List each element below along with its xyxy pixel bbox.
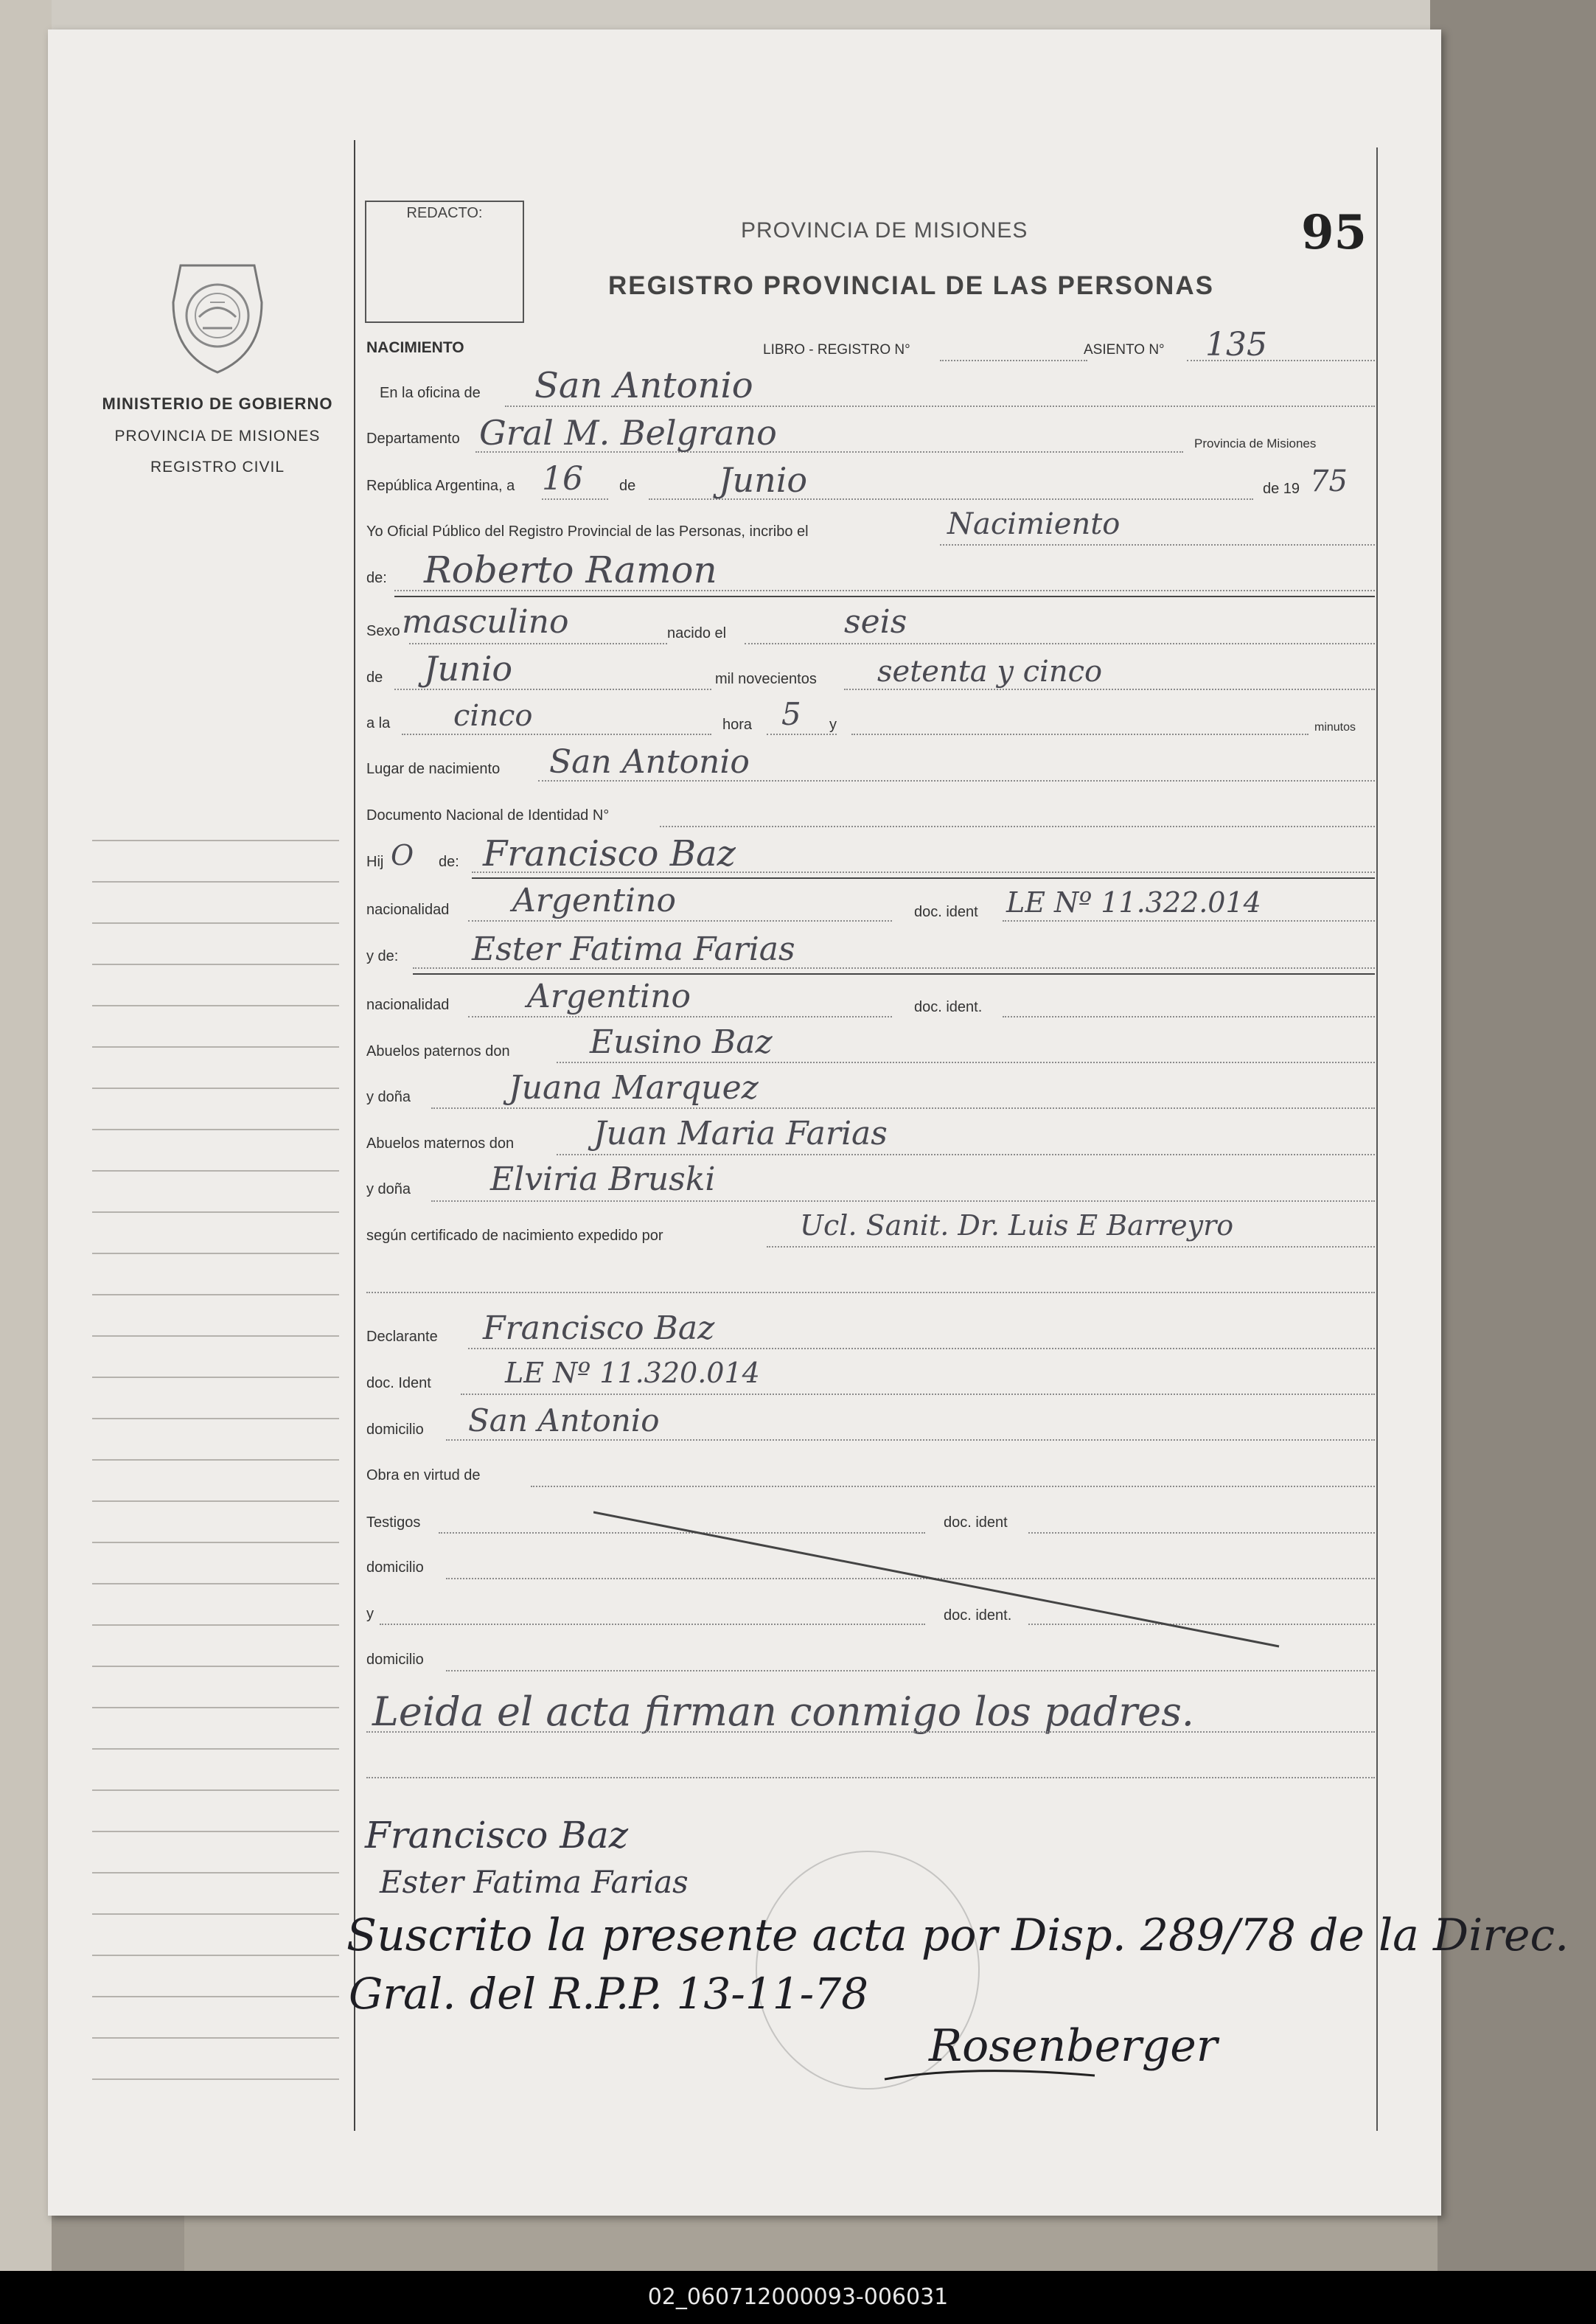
y-dona2-label: y doña: [366, 1181, 411, 1197]
nacido-line: [745, 643, 1375, 644]
madre-value: Ester Fatima Farias: [472, 930, 795, 968]
image-id-label: 02_060712000093-006031: [647, 2284, 949, 2310]
hora-num-line: [767, 734, 837, 735]
mes-value: Junio: [719, 460, 808, 500]
hora-text-line: [402, 734, 711, 735]
padre-doc-line: [1003, 920, 1375, 922]
testigos-label: Testigos: [366, 1514, 421, 1531]
dia-line: [542, 498, 608, 500]
registry-title: REGISTRO PROVINCIAL DE LAS PERSONAS: [608, 271, 1214, 300]
hijo-suffix-value: O: [391, 839, 414, 872]
libro-label: LIBRO - REGISTRO N°: [763, 342, 910, 358]
lugar-value: San Antonio: [549, 743, 750, 781]
register-page: [48, 29, 1569, 2216]
hora-label: hora: [722, 717, 753, 733]
abuela-materna-value: Elviria Bruski: [490, 1161, 716, 1198]
oficina-value: San Antonio: [534, 365, 753, 406]
de-label: de: [619, 478, 636, 494]
hijo-label: Hij: [366, 854, 384, 870]
abuela-paterna-value: Juana Marquez: [509, 1069, 759, 1107]
signature-flourish: [881, 2035, 1102, 2094]
sexo-value: masculino: [402, 603, 569, 641]
ministry-name: MINISTERIO DE GOBIERNO: [102, 394, 333, 413]
provincia-misiones-label: Provincia de Misiones: [1194, 436, 1317, 450]
departamento-label: Departamento: [366, 431, 460, 447]
lugar-label: Lugar de nacimiento: [366, 761, 501, 777]
redacto-label: REDACTO:: [406, 205, 483, 221]
nacido-anio-value: setenta y cinco: [877, 655, 1103, 689]
province-heading: PROVINCIA DE MISIONES: [741, 218, 1028, 243]
oficina-label: En la oficina de: [380, 385, 481, 401]
abuela-paterna-line: [431, 1107, 1375, 1109]
province-name: PROVINCIA DE MISIONES: [114, 428, 321, 445]
hijo-de-label: de:: [439, 854, 459, 870]
abuelo-materno-line: [557, 1154, 1375, 1155]
declarante-domicilio-line: [446, 1439, 1375, 1441]
firma-madre-signature: Ester Fatima Farias: [380, 1864, 689, 1900]
nota-line-1: Suscrito la presente acta por Disp. 289/78 de la Direc.: [346, 1910, 1569, 1961]
y-label: y: [829, 717, 837, 733]
certificado-line-2: [366, 1292, 1375, 1293]
doc-ident5-label: doc. ident.: [944, 1607, 1012, 1624]
hora-num-value: 5: [781, 696, 801, 732]
doc-ident1-label: doc. ident: [914, 904, 978, 920]
abuelo-paterno-value: Eusino Baz: [590, 1023, 773, 1061]
domicilio3-label: domicilio: [366, 1652, 424, 1668]
nacido-mes-line: [394, 689, 711, 690]
nota-line-2: Gral. del R.P.P. 13-11-78: [349, 1969, 869, 2019]
certificado-value: Ucl. Sanit. Dr. Luis E Barreyro: [800, 1209, 1234, 1242]
nacionalidad1-label: nacionalidad: [366, 902, 450, 918]
firma-padre-signature: Francisco Baz: [365, 1814, 629, 1857]
nacimiento-label: NACIMIENTO: [366, 339, 464, 356]
abuela-materna-line: [431, 1200, 1375, 1202]
declarante-label: Declarante: [366, 1329, 438, 1345]
declarante-domicilio-value: San Antonio: [468, 1402, 660, 1438]
testigo2-domicilio-line: [446, 1670, 1375, 1671]
de-anio-label: de 19: [1263, 481, 1300, 497]
abuelos-paternos-label: Abuelos paternos don: [366, 1043, 510, 1060]
doc-ident4-label: doc. ident: [944, 1514, 1008, 1531]
nacionalidad2-line: [468, 1016, 892, 1017]
cancel-strike-line: [593, 1508, 1286, 1655]
declarante-value: Francisco Baz: [483, 1309, 715, 1347]
departamento-value: Gral M. Belgrano: [479, 413, 777, 453]
page-number: 95: [1301, 205, 1367, 260]
doc-ident3-label: doc. Ident: [366, 1375, 431, 1391]
nombre-value: Roberto Ramon: [424, 549, 717, 591]
abuelo-materno-value: Juan Maria Farias: [593, 1115, 888, 1152]
minutos-line: [851, 734, 1308, 735]
blank-line-1: [366, 1777, 1375, 1778]
obra-line: [531, 1486, 1375, 1487]
dni-label: Documento Nacional de Identidad N°: [366, 807, 610, 824]
nacionalidad1-line: [468, 920, 892, 922]
nacido-anio-line: [844, 689, 1375, 690]
domicilio1-label: domicilio: [366, 1422, 424, 1438]
padre-value: Francisco Baz: [483, 833, 736, 874]
padre-underline: [472, 877, 1375, 879]
asiento-value: 135: [1205, 326, 1267, 363]
background-left: [0, 0, 52, 2324]
nacionalidad2-label: nacionalidad: [366, 997, 450, 1013]
hora-text-value: cinco: [453, 699, 533, 733]
certificado-line: [767, 1246, 1375, 1248]
redacto-box: [365, 201, 524, 323]
mil-novecientos-label: mil novecientos: [715, 671, 817, 687]
obra-label: Obra en virtud de: [366, 1467, 481, 1483]
abuelos-maternos-label: Abuelos maternos don: [366, 1135, 515, 1152]
dia-value: 16: [542, 460, 583, 498]
abuelo-paterno-line: [557, 1062, 1375, 1063]
y-de-label: y de:: [366, 948, 399, 964]
coat-of-arms-seal-icon: [166, 258, 269, 376]
libro-line: [940, 360, 1087, 361]
acto-value: Nacimiento: [947, 507, 1121, 541]
leida-line: [366, 1731, 1375, 1733]
right-rule: [1376, 147, 1378, 2131]
yo-oficial-label: Yo Oficial Público del Registro Provincial de las Personas, incribo el: [366, 523, 809, 540]
leida-text: Leida el acta firman conmigo los padres.: [372, 1688, 1194, 1735]
sexo-label: Sexo: [366, 623, 400, 639]
nombre-underline: [394, 596, 1375, 597]
republica-label: República Argentina, a: [366, 478, 515, 494]
civil-registry-name: REGISTRO CIVIL: [150, 459, 285, 476]
madre-nacionalidad-value: Argentino: [527, 978, 691, 1015]
padre-doc-value: LE Nº 11.322.014: [1006, 886, 1261, 919]
dni-line: [660, 826, 1375, 827]
declarante-doc-line: [461, 1394, 1375, 1395]
nacido-label: nacido el: [667, 625, 727, 641]
y-dona1-label: y doña: [366, 1089, 411, 1105]
madre-doc-line: [1003, 1016, 1375, 1017]
acto-line: [940, 544, 1375, 546]
left-margin-lines: [92, 800, 339, 2098]
y2-label: y: [366, 1606, 374, 1622]
asiento-label: ASIENTO N°: [1084, 342, 1165, 358]
a-la-label: a la: [366, 715, 391, 731]
declarante-doc-value: LE Nº 11.320.014: [505, 1357, 760, 1389]
de2-label: de: [366, 669, 383, 686]
nacido-mes-value: Junio: [424, 649, 513, 689]
certificado-label: según certificado de nacimiento expedido por: [366, 1228, 663, 1244]
domicilio2-label: domicilio: [366, 1559, 424, 1576]
anio-value: 75: [1310, 465, 1348, 498]
padre-nacionalidad-value: Argentino: [512, 882, 676, 919]
nacido-dia-value: seis: [844, 603, 907, 641]
madre-underline: [413, 973, 1375, 975]
minutos-label: minutos: [1314, 721, 1356, 734]
declarante-line: [468, 1348, 1375, 1349]
sexo-line: [409, 643, 667, 644]
nombre-label: de:: [366, 570, 387, 586]
doc-ident2-label: doc. ident.: [914, 999, 983, 1015]
firma-oficial-signature: Rosenberger: [929, 2020, 1218, 2072]
